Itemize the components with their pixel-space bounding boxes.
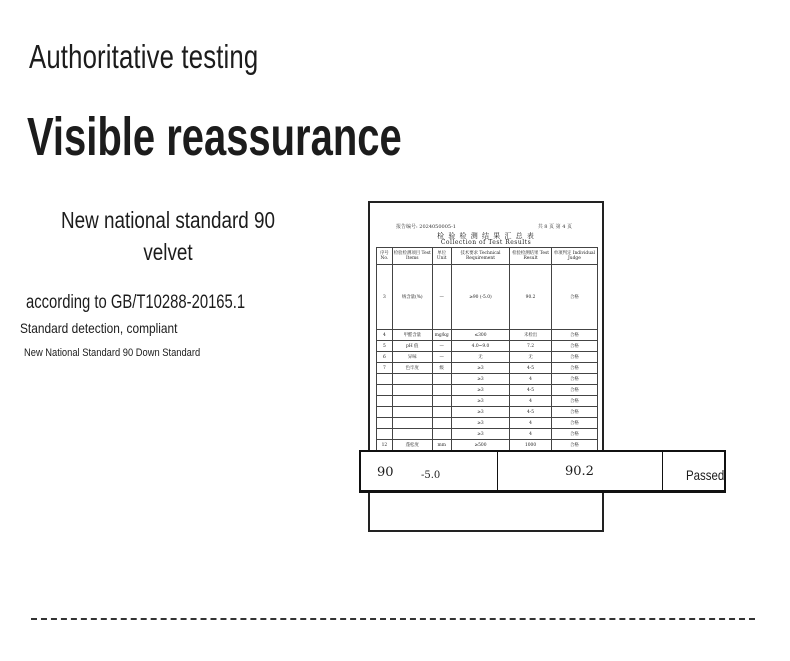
highlight-judge: Passed <box>686 467 725 483</box>
table-cell <box>377 418 393 429</box>
table-cell <box>377 385 393 396</box>
table-cell: 4 <box>510 429 552 440</box>
table-cell: 3 <box>377 265 393 330</box>
report-header-row <box>377 248 598 265</box>
table-row <box>377 440 598 451</box>
table-cell: 合格 <box>551 407 597 418</box>
table-cell <box>392 385 432 396</box>
table-cell: 合格 <box>551 374 597 385</box>
table-cell: 4-5 <box>510 385 552 396</box>
report-header-cell: 检验检测项目 Test Items <box>392 248 432 265</box>
table-cell: 合格 <box>551 385 597 396</box>
table-cell: ≤300 <box>451 330 510 341</box>
table-cell <box>432 429 451 440</box>
section-title: Visible reassurance <box>27 107 402 167</box>
table-cell: 级 <box>432 363 451 374</box>
report-header-cell: 单位 Unit <box>432 248 451 265</box>
table-row <box>377 396 598 407</box>
table-row <box>377 374 598 385</box>
table-cell: 合格 <box>551 341 597 352</box>
table-cell: 4 <box>510 374 552 385</box>
table-cell: ≥3 <box>451 429 510 440</box>
table-row <box>377 407 598 418</box>
highlight-requirement: 90 <box>377 465 394 480</box>
table-cell: 12 <box>377 440 393 451</box>
report-table <box>376 247 598 451</box>
table-cell: ≥90 (-5.0) <box>451 265 510 330</box>
table-cell: 4-5 <box>510 407 552 418</box>
table-cell: — <box>432 341 451 352</box>
table-cell: ≥3 <box>451 363 510 374</box>
table-row <box>377 429 598 440</box>
table-cell: 合格 <box>551 352 597 363</box>
table-cell: mm <box>432 440 451 451</box>
standard-compliance: Standard detection, compliant <box>20 320 178 336</box>
report-header-cell: 检验检测结果 Test Result <box>510 248 552 265</box>
table-row <box>377 418 598 429</box>
table-cell: 4 <box>377 330 393 341</box>
report-subtitle: Collection of Test Results <box>440 239 532 246</box>
table-cell: ≥500 <box>451 440 510 451</box>
highlight-tolerance: -5.0 <box>421 470 441 481</box>
highlight-result: 90.2 <box>565 464 594 479</box>
table-cell: 甲醛含量 <box>392 330 432 341</box>
table-cell: 合格 <box>551 396 597 407</box>
table-cell: — <box>432 265 451 330</box>
table-cell: 合格 <box>551 418 597 429</box>
table-cell: ≥3 <box>451 374 510 385</box>
standard-title: New national standard 90 velvet <box>61 207 275 265</box>
table-row <box>377 385 598 396</box>
report-page-number: 共 8 页 第 4 页 <box>537 224 572 230</box>
standard-reference: according to GB/T10288-20165.1 <box>26 292 246 313</box>
table-cell: 蓬松度 <box>392 440 432 451</box>
table-cell: 6 <box>377 352 393 363</box>
table-cell: 4 <box>510 396 552 407</box>
strip-underline <box>361 490 724 491</box>
table-cell: 合格 <box>551 363 597 374</box>
table-cell <box>432 407 451 418</box>
table-cell <box>432 418 451 429</box>
table-cell: ≥3 <box>451 407 510 418</box>
table-cell: 绒含量(%) <box>392 265 432 330</box>
table-cell <box>377 396 393 407</box>
table-cell: 异味 <box>392 352 432 363</box>
table-row <box>377 330 598 341</box>
table-cell: 无 <box>451 352 510 363</box>
table-cell: 5 <box>377 341 393 352</box>
table-cell: 90.2 <box>510 265 552 330</box>
table-cell <box>432 374 451 385</box>
table-cell: 4 <box>510 418 552 429</box>
table-row <box>377 363 598 374</box>
table-cell <box>392 396 432 407</box>
table-cell: 7 <box>377 363 393 374</box>
report-header-cell: 单项判定 Individual Judge <box>551 248 597 265</box>
table-cell: 色牢度 <box>392 363 432 374</box>
table-cell: — <box>432 352 451 363</box>
table-cell <box>392 374 432 385</box>
table-cell: pH 值 <box>392 341 432 352</box>
table-cell: ≥3 <box>451 385 510 396</box>
report-number: 报告编号: 2024050005-1 <box>396 224 456 230</box>
table-cell <box>392 429 432 440</box>
report-header-cell: 技术要求 Technical Requirement <box>451 248 510 265</box>
table-cell: 7.2 <box>510 341 552 352</box>
strip-divider <box>497 452 498 493</box>
report-header-cell: 序号 No. <box>377 248 393 265</box>
table-cell: mg/kg <box>432 330 451 341</box>
table-row <box>377 341 598 352</box>
table-cell: 1000 <box>510 440 552 451</box>
table-cell: 合格 <box>551 440 597 451</box>
table-row <box>377 352 598 363</box>
table-cell <box>432 385 451 396</box>
section-subtitle: Authoritative testing <box>29 38 259 75</box>
table-cell: 合格 <box>551 429 597 440</box>
table-cell: ≥3 <box>451 418 510 429</box>
strip-divider <box>662 452 663 493</box>
table-cell: 合格 <box>551 265 597 330</box>
table-cell: 无 <box>510 352 552 363</box>
table-cell <box>377 407 393 418</box>
table-cell <box>392 418 432 429</box>
table-cell <box>392 407 432 418</box>
table-row <box>377 265 598 330</box>
report-title: 检 验 检 测 结 果 汇 总 表 <box>437 232 535 240</box>
result-highlight-strip <box>359 450 726 493</box>
table-cell: 未检出 <box>510 330 552 341</box>
dashed-divider <box>31 618 755 620</box>
table-cell <box>432 396 451 407</box>
standard-note: New National Standard 90 Down Standard <box>24 347 201 359</box>
table-cell: 4.0~9.0 <box>451 341 510 352</box>
table-cell <box>377 374 393 385</box>
table-cell: 合格 <box>551 330 597 341</box>
table-cell: ≥3 <box>451 396 510 407</box>
table-cell: 4-5 <box>510 363 552 374</box>
table-cell <box>377 429 393 440</box>
